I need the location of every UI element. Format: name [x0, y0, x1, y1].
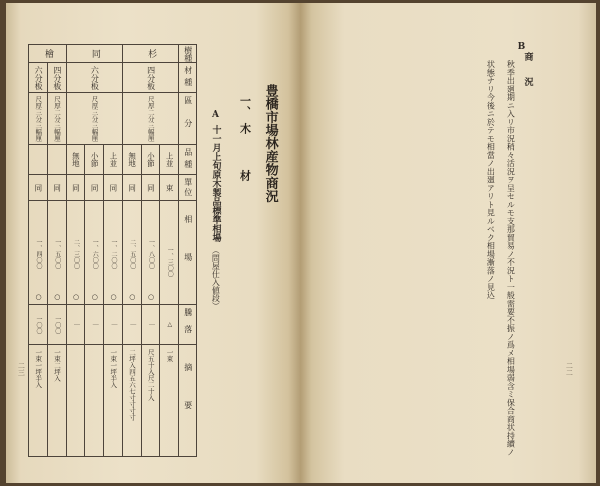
- division-cell: [28, 92, 47, 144]
- grade-cell: [159, 144, 178, 174]
- timber-label: 四分板: [146, 65, 156, 90]
- section-title: 木材: [238, 123, 252, 217]
- note-cell: [84, 344, 103, 456]
- timber-label: 六分板: [34, 65, 44, 90]
- price-value: 一、三〇〇: [166, 247, 174, 277]
- division-label: 尺厚三分三幅厘: [34, 95, 43, 142]
- change-value: ｜: [91, 321, 99, 328]
- grade-value: 無地: [71, 152, 81, 167]
- unit-value: 同: [127, 183, 137, 192]
- price-mark: ○: [90, 293, 99, 301]
- species-label: 同: [89, 49, 100, 58]
- field-label: 摘要: [183, 362, 193, 439]
- subsection-note: （問屋仕入値段）: [211, 246, 221, 310]
- species-label: 檜: [42, 49, 53, 58]
- price-value: 一、四〇〇: [35, 239, 43, 269]
- page-title: 豊橋市場林産物商況: [262, 84, 278, 203]
- grade-value: 上並: [165, 152, 175, 167]
- unit-cell: [141, 174, 160, 200]
- right-page: [300, 3, 596, 483]
- table-field-header: [178, 200, 196, 304]
- change-cell: [122, 304, 141, 344]
- grade-cell: [103, 144, 122, 174]
- paragraph-line: 秋季出廻期ニ入リ市況稍々活況ヲ呈セルモ支那貿易ノ不況ト一般需要不振ノ爲メ相場弱含ミ保合商状持續ノ: [506, 60, 516, 456]
- price-mark: ○: [53, 293, 62, 301]
- timber-cell: [122, 62, 178, 92]
- field-label: 騰落: [183, 307, 193, 342]
- section-b-title: 商況: [522, 52, 533, 102]
- division-cell: [66, 92, 122, 144]
- grade-value: 無地: [127, 152, 137, 167]
- note-value: 二坪入四五六七寸寸寸寸: [128, 349, 137, 421]
- unit-cell: [66, 174, 85, 200]
- unit-cell: [47, 174, 66, 200]
- note-value: 一束一坪半入: [34, 349, 43, 388]
- grade-cell: [141, 144, 160, 174]
- timber-cell: [66, 62, 122, 92]
- paragraph-line: 状態ナリ今後ニ於テモ相當ノ出廻アリト見ルベク相場漸落ノ見込: [486, 60, 496, 300]
- price-cell: [66, 200, 85, 304]
- change-cell: [103, 304, 122, 344]
- price-cell: [28, 200, 47, 304]
- table-field-header: [178, 344, 196, 456]
- change-value: 一〇〇: [53, 315, 61, 334]
- table-field-header: [178, 144, 196, 174]
- price-cell: [159, 200, 178, 304]
- table-field-header: [178, 304, 196, 344]
- table-field-header: [178, 44, 196, 62]
- change-cell: [141, 304, 160, 344]
- grade-cell: [28, 144, 47, 174]
- table-field-header: [178, 62, 196, 92]
- price-cell: [84, 200, 103, 304]
- price-cell: [47, 200, 66, 304]
- division-label: 尺厚三分三幅厘: [90, 95, 99, 142]
- change-cell: [84, 304, 103, 344]
- price-cell: [122, 200, 141, 304]
- species-cell: [122, 44, 178, 62]
- note-cell: [28, 344, 47, 456]
- unit-cell: [28, 174, 47, 200]
- grade-cell: [47, 144, 66, 174]
- unit-value: 同: [33, 183, 43, 192]
- price-value: 一、五〇〇: [53, 239, 61, 269]
- price-mark: ○: [72, 293, 81, 301]
- table-field-header: [178, 174, 196, 200]
- change-value: ｜: [147, 321, 155, 328]
- unit-value: 束: [165, 183, 175, 192]
- price-value: 一、六〇〇: [91, 239, 99, 269]
- timber-cell: [47, 62, 66, 92]
- grade-value: 小節: [146, 152, 156, 167]
- unit-cell: [103, 174, 122, 200]
- page-number-left: 二三: [17, 362, 26, 376]
- price-cell: [141, 200, 160, 304]
- subsection-label: A: [210, 110, 221, 120]
- note-cell: [103, 344, 122, 456]
- price-mark: ○: [34, 293, 43, 301]
- price-cell: [103, 200, 122, 304]
- price-mark: ○: [128, 293, 137, 301]
- field-label: 區分: [183, 95, 193, 142]
- price-value: 二、三〇〇: [72, 239, 80, 269]
- species-label: 杉: [146, 49, 157, 58]
- timber-cell: [28, 62, 47, 92]
- price-mark: ○: [109, 293, 118, 301]
- unit-value: 同: [71, 183, 81, 192]
- note-cell: [66, 344, 85, 456]
- unit-cell: [159, 174, 178, 200]
- section-b-label: B: [516, 42, 527, 52]
- page-number-right: 二二: [565, 362, 574, 376]
- grade-cell: [122, 144, 141, 174]
- unit-value: 同: [52, 183, 62, 192]
- table-field-header: [178, 92, 196, 144]
- division-cell: [122, 92, 178, 144]
- division-label: 尺厚二分三幅厘: [53, 95, 62, 142]
- price-value: 一、二〇〇: [110, 239, 118, 269]
- price-table: [28, 44, 197, 457]
- unit-value: 同: [108, 183, 118, 192]
- change-cell: [159, 304, 178, 344]
- field-label: 單位: [183, 177, 193, 198]
- note-value: 一束二坪入: [53, 349, 62, 382]
- note-cell: [159, 344, 178, 456]
- species-cell: [66, 44, 122, 62]
- division-cell: [47, 92, 66, 144]
- change-value: 一〇〇: [35, 315, 43, 334]
- field-label: 材種: [183, 65, 193, 90]
- field-label: 樹種: [183, 45, 193, 62]
- division-label: 尺厚二分三幅厘: [146, 95, 155, 142]
- unit-cell: [122, 174, 141, 200]
- note-cell: [47, 344, 66, 456]
- note-value: 一束一坪半入: [109, 349, 118, 388]
- change-cell: [66, 304, 85, 344]
- price-mark: ○: [147, 293, 156, 301]
- grade-cell: [84, 144, 103, 174]
- field-label: 相場: [183, 214, 193, 291]
- subsection-title: 十一月上旬原木製品標準相場: [210, 125, 221, 242]
- grade-cell: [66, 144, 85, 174]
- change-value: ｜: [128, 321, 136, 328]
- unit-value: 同: [90, 183, 100, 192]
- change-value: ｜: [110, 321, 118, 328]
- note-cell: [141, 344, 160, 456]
- change-value: △: [166, 321, 174, 328]
- price-value: 一、八〇〇: [147, 239, 155, 269]
- note-value: 尺五十入尺二十入: [146, 349, 155, 401]
- unit-value: 同: [146, 183, 156, 192]
- grade-value: 小節: [90, 152, 100, 167]
- species-cell: [28, 44, 66, 62]
- change-cell: [28, 304, 47, 344]
- note-value: 一束: [165, 349, 174, 362]
- timber-label: 六分板: [90, 65, 100, 90]
- price-value: 二、五〇〇: [128, 239, 136, 269]
- grade-value: 上並: [108, 152, 118, 167]
- field-label: 品種: [183, 147, 193, 172]
- note-cell: [122, 344, 141, 456]
- timber-label: 四分板: [52, 65, 62, 90]
- change-cell: [47, 304, 66, 344]
- unit-cell: [84, 174, 103, 200]
- section-number: 一、: [238, 95, 252, 117]
- change-value: ｜: [72, 321, 80, 328]
